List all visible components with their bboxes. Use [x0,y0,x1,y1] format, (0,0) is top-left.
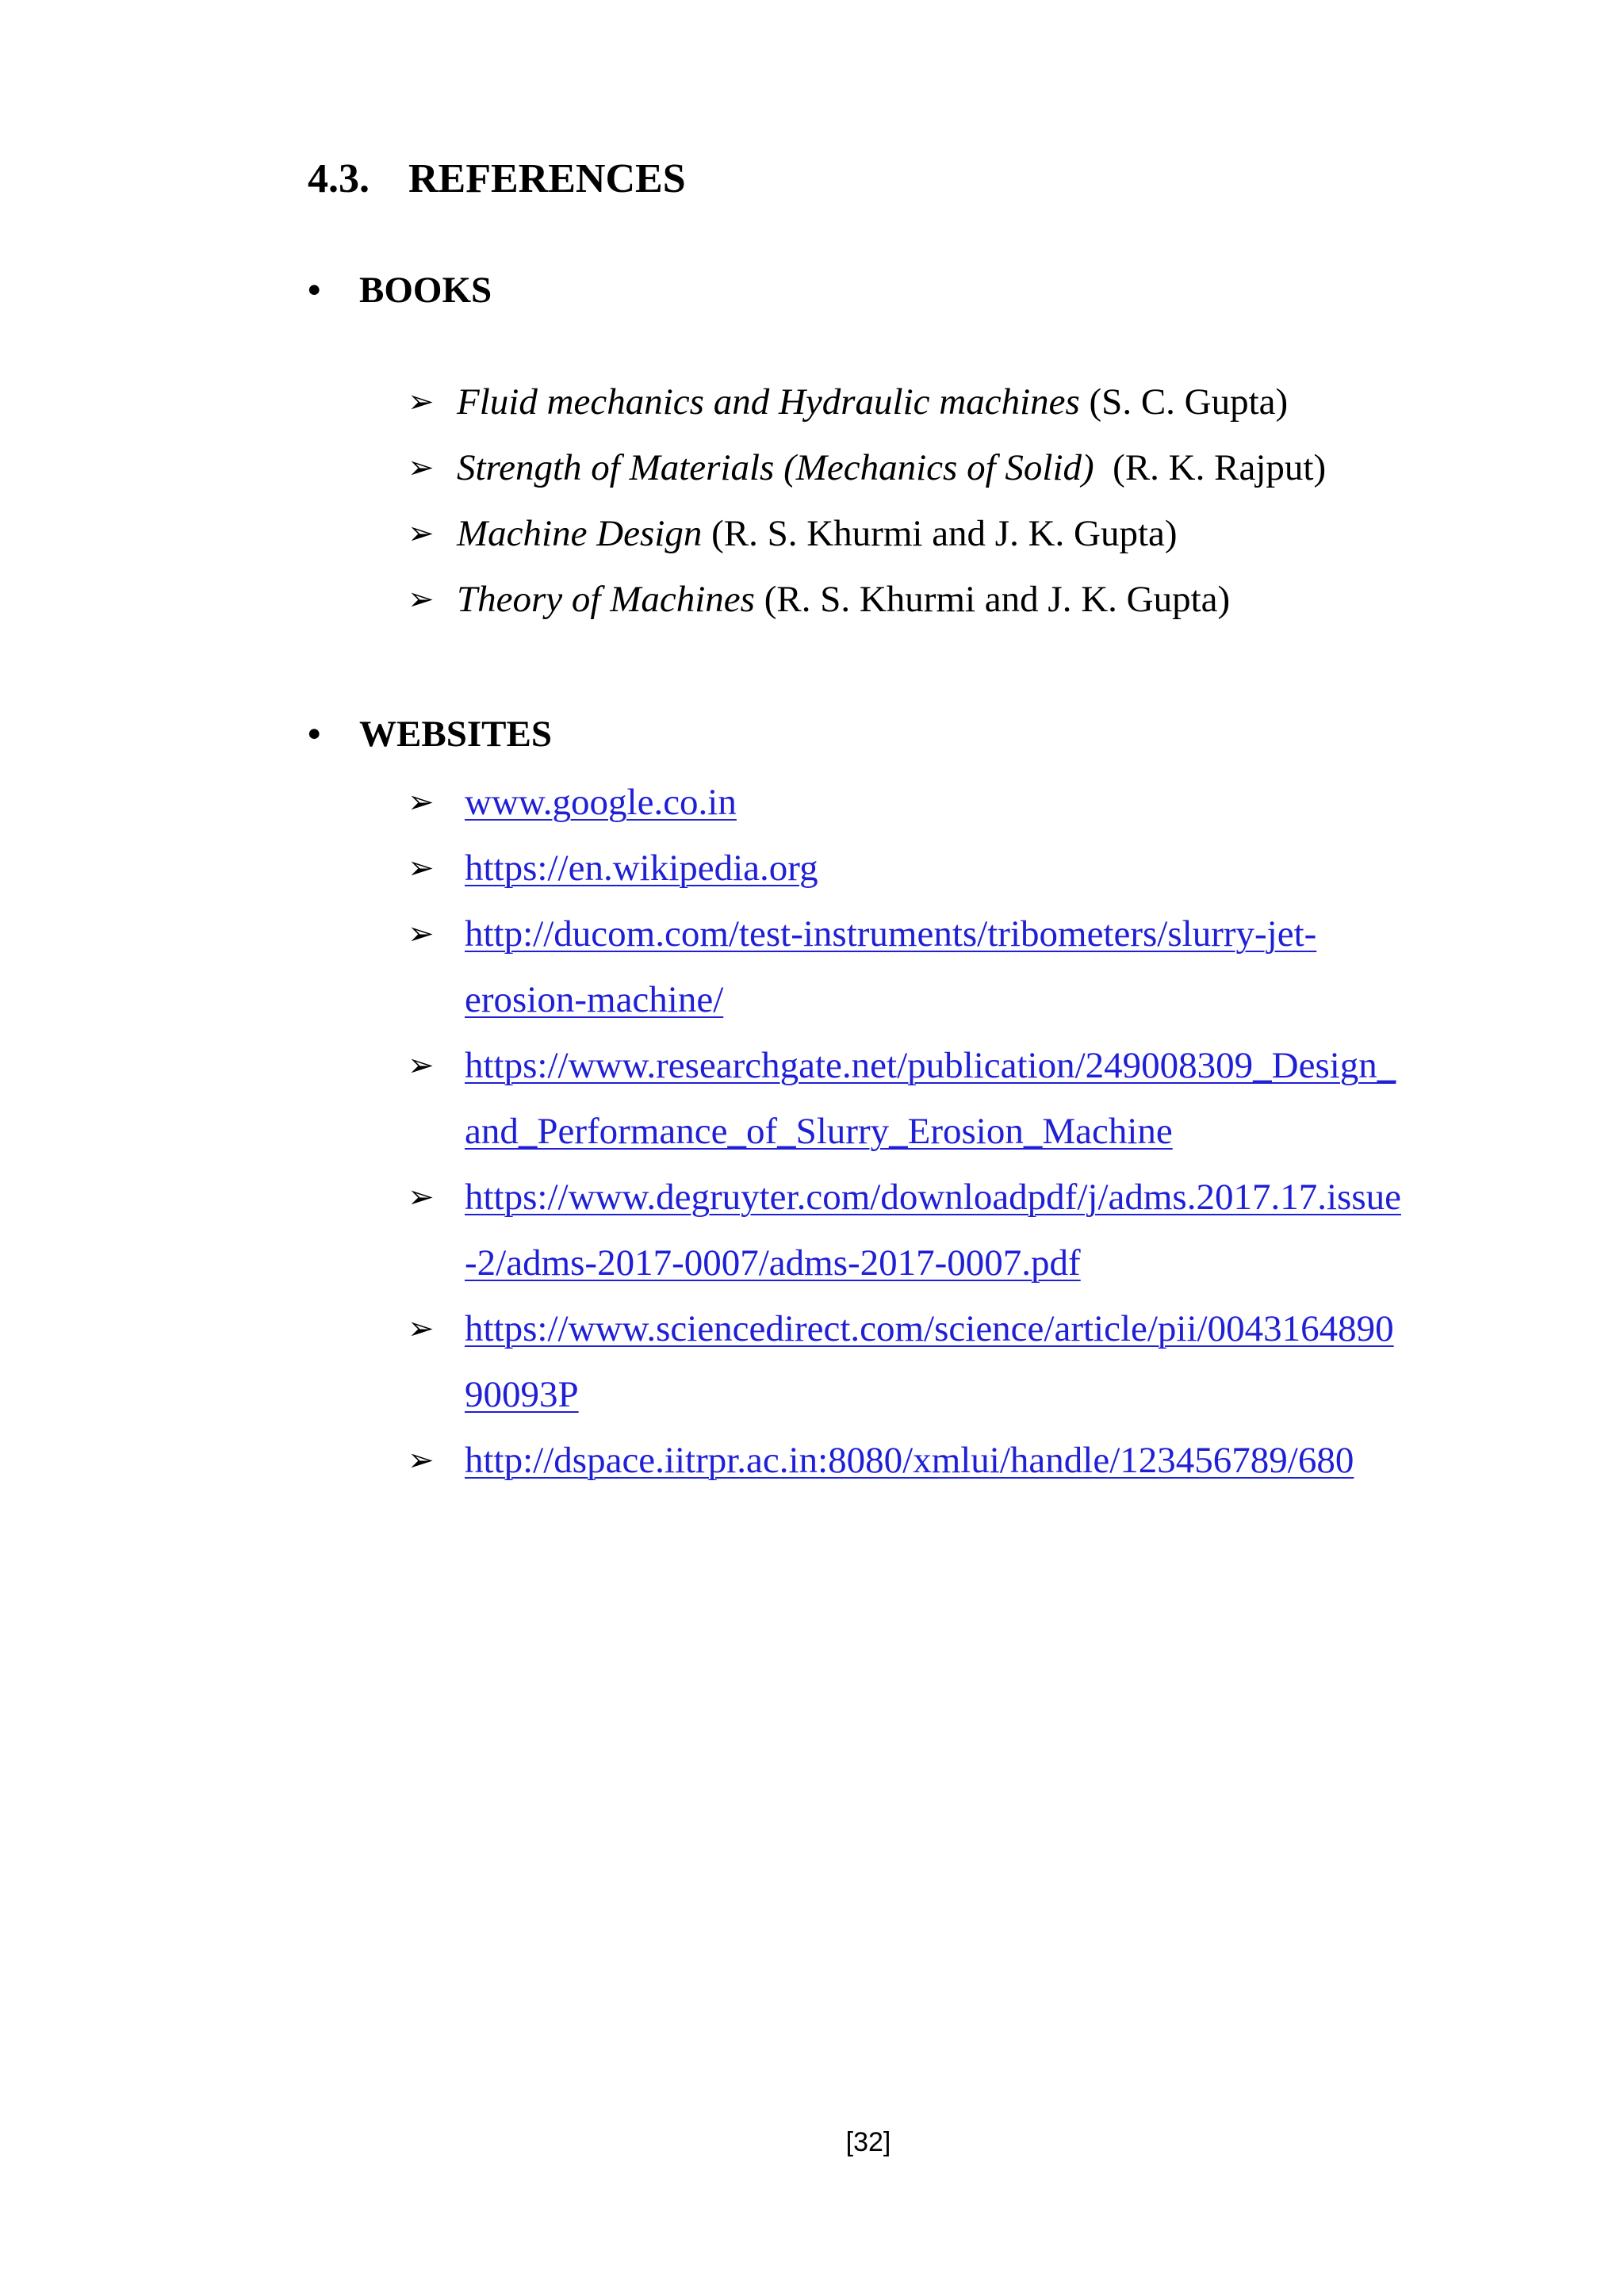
book-author: (R. K. Rajput) [1094,447,1327,488]
website-item [408,901,1401,1033]
website-item [408,1033,1401,1165]
arrow-bullet-icon: ➢ [408,1047,435,1084]
section-heading [308,152,686,206]
website-link-continued[interactable]: erosion-machine/ [465,979,724,1020]
bullet-icon: • [308,714,321,755]
bullet-icon: • [308,270,321,311]
arrow-bullet-icon: ➢ [408,916,435,952]
section-number: 4.3. [308,156,370,201]
books-list [408,369,1326,633]
arrow-bullet-icon: ➢ [408,581,435,618]
book-author: (R. S. Khurmi and J. K. Gupta) [702,513,1178,554]
websites-heading-label: WEBSITES [359,714,552,755]
book-title: Machine Design [457,513,703,554]
websites-list [408,770,1401,1494]
website-link[interactable]: https://www.researchgate.net/publication/249008309_Design_ [465,1045,1396,1086]
arrow-bullet-icon: ➢ [408,784,435,821]
website-link[interactable]: https://www.sciencedirect.com/science/article/pii/0043164890 [465,1308,1394,1349]
website-link-continued[interactable]: -2/adms-2017-0007/adms-2017-0007.pdf [465,1242,1081,1284]
website-link[interactable]: http://ducom.com/test-instruments/tribometers/slurry-jet- [465,913,1317,955]
book-item [408,501,1326,567]
website-link[interactable]: www.google.co.in [465,782,737,823]
website-link[interactable]: https://en.wikipedia.org [465,848,818,889]
website-link-continued[interactable]: and_Performance_of_Slurry_Erosion_Machine [465,1111,1173,1152]
books-heading [308,266,492,314]
arrow-bullet-icon: ➢ [408,850,435,886]
arrow-bullet-icon: ➢ [408,384,435,420]
website-item [408,770,1401,836]
book-title: Fluid mechanics and Hydraulic machines [457,381,1080,423]
website-item [408,836,1401,901]
website-item [408,1296,1401,1428]
arrow-bullet-icon: ➢ [408,450,435,486]
book-title: Strength of Materials (Mechanics of Solid) [457,447,1094,488]
book-item [408,369,1326,435]
arrow-bullet-icon: ➢ [408,515,435,552]
arrow-bullet-icon: ➢ [408,1442,435,1479]
website-item [408,1428,1401,1494]
website-link[interactable]: https://www.degruyter.com/downloadpdf/j/adms.2017.17.issue [465,1177,1401,1218]
website-item [408,1165,1401,1296]
arrow-bullet-icon: ➢ [408,1311,435,1347]
websites-heading [308,710,552,758]
website-link-continued[interactable]: 90093P [465,1374,579,1415]
section-title: REFERENCES [408,156,686,201]
book-author: (S. C. Gupta) [1079,381,1289,423]
book-author: (R. S. Khurmi and J. K. Gupta) [754,579,1231,620]
website-link[interactable]: http://dspace.iitrpr.ac.in:8080/xmlui/handle/123456789/680 [465,1440,1354,1481]
book-item [408,567,1326,633]
books-heading-label: BOOKS [359,270,492,311]
page-number: [32] [845,2127,891,2157]
book-title: Theory of Machines [457,579,755,620]
book-item [408,435,1326,501]
arrow-bullet-icon: ➢ [408,1179,435,1215]
